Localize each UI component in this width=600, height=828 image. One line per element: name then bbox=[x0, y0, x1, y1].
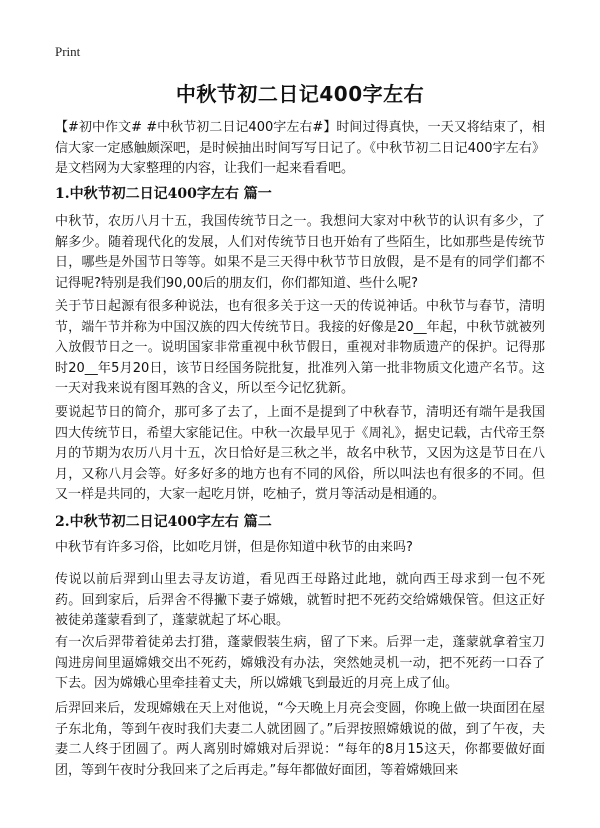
page-title: 中秋节初二日记400字左右 bbox=[175, 82, 425, 106]
paragraph: 中秋节有许多习俗，比如吃月饼，但是你知道中秋节的由来吗? bbox=[55, 540, 413, 555]
paragraph: 有一次后羿带着徒弟去打猎，蓬蒙假装生病，留了下来。后羿一走，蓬蒙就拿着宝刀闯进房间里逼嫦娥交出不死药，嫦娥没有办法，突然她灵机一动，把不死药一口吞了下去。因为嫦娥心里牵挂着丈夫，所以嫦娥飞到最近的月亮上成了仙。 bbox=[55, 635, 545, 691]
print-link[interactable]: Print bbox=[55, 44, 81, 59]
intro-paragraph: 【#初中作文# #中秋节初二日记400字左右#】时间过得真快，一天又将结束了，相信大家一定感触颇深吧，是时候抽出时间写写日记了。《中秋节初二日记400字左右》是文档网为大家整理的内容，让我们一起来看看吧。 bbox=[55, 120, 545, 176]
paragraph: 后羿回来后，发现嫦娥在天上对他说，“今天晚上月亮会变圆，你晚上做一块面团在屋子东北角，等到午夜时我们夫妻二人就团圆了。”后羿按照嫦娥说的做，到了午夜，夫妻二人终于团圆了。两人离别时嫦娥对后羿说：“每年的8月15这天，你都要做好面团，等到午夜时分我回来了之后再走。”每年都做好面团，等着嫦娥回来 bbox=[55, 701, 545, 778]
paragraph: 要说起节日的简介，那可多了去了，上面不是提到了中秋春节，清明还有端午是我国四大传统节日，希望大家能记住。中秋一次最早见于《周礼》，据史记载，古代帝王祭月的节期为农历八月十五，次日恰好是三秋之半，故名中秋节，又因为这是节日在八月，又称八月会等。好多好多的地方也有不同的风俗，所以叫法也有很多的不同。但又一样是共同的，大家一起吃月饼，吃柚子，赏月等活动是相通的。 bbox=[55, 405, 545, 502]
section-heading-2: 2.中秋节初二日记400字左右 篇二 bbox=[55, 514, 272, 530]
paragraph: 传说以前后羿到山里去寻友访道，看见西王母路过此地，就向西王母求到一包不死药。回到家后，后羿舍不得撇下妻子嫦娥，就暂时把不死药交给嫦娥保管。但这正好被徒弟蓬蒙看到了，蓬蒙就起了坏心眼。 bbox=[55, 572, 545, 628]
paragraph: 中秋节，农历八月十五，我国传统节日之一。我想问大家对中秋节的认识有多少，了解多少。随着现代化的发展，人们对传统节日也开始有了些陌生，比如那些是传统节日，哪些是外国节日等等。如果不是三天得中秋节节日放假，是不是有的同学们都不记得呢?特别是我们90,00后的朋友们，你们都知道、些什么呢? bbox=[55, 214, 545, 291]
paragraph: 关于节日起源有很多种说法，也有很多关于这一天的传说神话。中秋节与春节，清明节，端午节并称为中国汉族的四大传统节日。我接的好像是20__年起，中秋节就被列入放假节日之一。说明国家非常重视中秋节假日，重视对非物质遗产的保护。记得那时20__年5月20日，该节日经国务院批复，批准列入第一批非物质文化遗产名节。这一天对我来说有图耳熟的含义，所以至今记忆犹新。 bbox=[55, 299, 545, 396]
section-heading-1: 1.中秋节初二日记400字左右 篇一 bbox=[55, 186, 272, 202]
